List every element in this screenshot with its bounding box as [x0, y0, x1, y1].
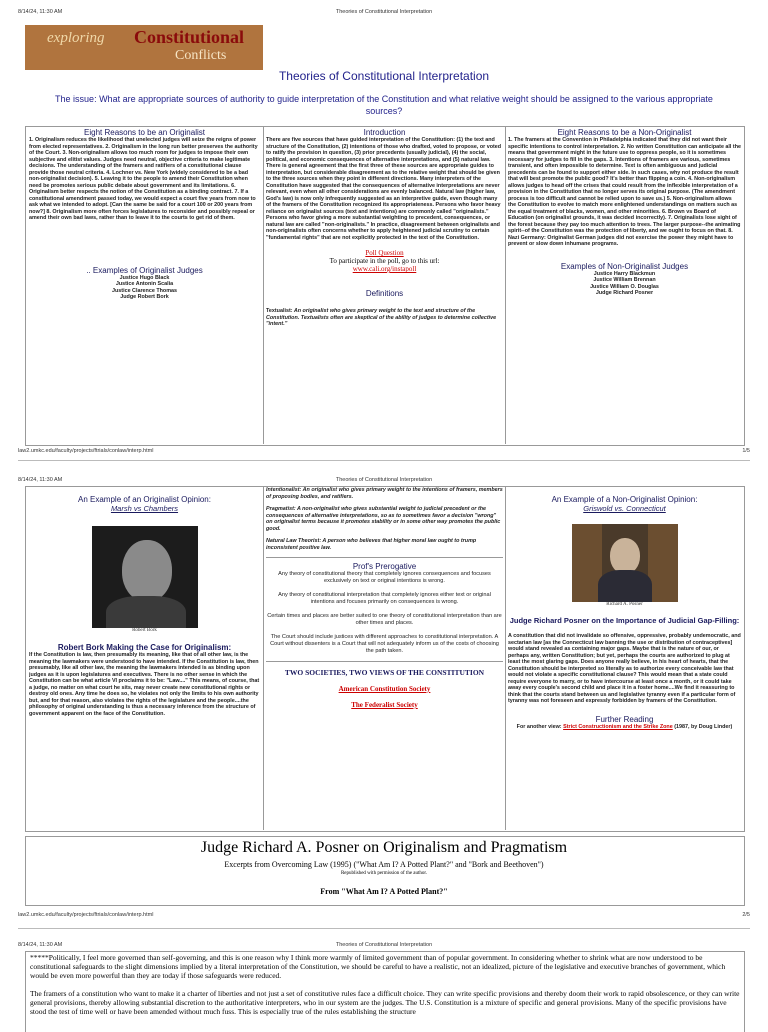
acs-link[interactable]: American Constitution Society — [338, 685, 431, 693]
bork-shoulders — [106, 596, 186, 628]
col-divider — [505, 126, 506, 444]
posner-photo — [572, 524, 678, 602]
logo-exploring: exploring — [47, 30, 105, 46]
page-break — [18, 928, 750, 929]
def-term: Textualist: — [266, 308, 293, 314]
non-originalist-judge: Judge Richard Posner — [595, 290, 654, 296]
page-title: Theories of Constitutional Interpretation — [278, 69, 490, 83]
non-originalist-column — [508, 128, 741, 444]
posner-excerpts-note: Excerpts from Overcoming Law (1995) ("What Am I? A Potted Plant?" and "Bork and Beethoven") — [224, 860, 544, 869]
originalist-judge: Justice Antonin Scalia — [115, 281, 174, 287]
posner-face — [610, 538, 640, 574]
posner-caption: Richard A. Posner — [606, 602, 643, 607]
non-originalist-judge: Justice William Brennan — [593, 277, 656, 283]
originalist-heading: Eight Reasons to be an Originalist — [84, 128, 205, 137]
definition-natural-law: Natural Law Theorist: A person who believes that higher moral law ought to trump inconsistent positive law. — [266, 538, 477, 551]
definition-intentionalist: Intentionalist: An originalist who gives primary weight to the intentions of framers, members of proposing bodies, and ratifiers. — [266, 487, 503, 500]
header-datetime: 8/14/24, 11:30 AM — [18, 942, 63, 948]
header-title: Theories of Constitutional Interpretation — [335, 9, 433, 15]
footer-url: law2.umkc.edu/faculty/projects/ftrials/conlaw/interp.html — [18, 448, 154, 454]
page1-header — [18, 9, 750, 17]
bork-quote: If the Constitution is law, then presumably its meaning, like that of all other law, is the meaning the lawmakers were understood to have intended. If the Constitution is law, then presumably, like all other law, the meaning the lawmakers intended is as binding upon judges as it is upon legislatures and executives. There is no other sense in which the Constitution can be what article VI proclaims it to be: "Law...." This means, of course, that a judge, no matter on what court he sits, may never create new constitutional rights or destroy old ones. Any time he does so, he violates not only the limits to his own authority but, and for that reason, also violates the rights of the legislature and the people....the philosophy of original understanding is thus a necessary inference from the structure of government apparent on the face of the Constitution. — [29, 652, 260, 717]
definition-textualist — [266, 308, 503, 328]
page2-footer — [18, 912, 750, 918]
non-originalist-judge: Justice Harry Blackmun — [593, 270, 656, 277]
prof-prerogative — [266, 571, 503, 655]
further-text: For another view: — [516, 723, 562, 730]
introduction-heading: Introduction — [363, 128, 406, 137]
non-originalist-opinion-heading: An Example of a Non-Originalist Opinion: — [551, 495, 698, 504]
page3-header — [18, 942, 750, 950]
prof-prerogative-heading: Prof's Prerogative — [352, 562, 417, 571]
two-societies-heading: TWO SOCIETIES, TWO VIEWS OF THE CONSTITUTION — [284, 668, 485, 677]
essay-paragraph: The framers of a constitution who want to make it a charter of liberties and not just a set of constitutive rules face a difficult choice. They can write specific provisions and thereby doom their work to rapid obsolescence, or they can write general provisions, thereby allowing substantial discretion to the authoritative interpreters, who in our system are the judges. The U.S. Constitution is a mixture of specific and general provisions. Many of the specific provisions have stood the test of time well or have been amended without much fuss. This is especially true of the rules establishing the structure — [30, 989, 740, 1016]
footer-url: law2.umkc.edu/faculty/projects/ftrials/conlaw/interp.html — [18, 912, 154, 918]
non-originalist-heading: Eight Reasons to be a Non-Originalist — [557, 128, 692, 137]
col-divider — [505, 486, 506, 830]
issue-statement: The issue: What are appropriate sources of authority to guide interpretation of the Constitution and what relative weight should be assigned to the various appropriate sources? — [55, 94, 713, 116]
page1-footer — [18, 448, 750, 454]
poll-url-link[interactable]: www.cali.org/instapoll — [352, 265, 417, 273]
prof-point: Certain times and places are better suited to one theory of constitutional interpretation than are other times and places. — [267, 613, 502, 626]
originalist-judges-heading: .. Examples of Originalist Judges — [86, 265, 203, 275]
poll-block — [266, 249, 503, 273]
posner-subheading: Judge Richard Posner on the Importance of Judicial Gap-Filling: — [509, 616, 740, 625]
header-datetime: 8/14/24, 11:30 AM — [18, 477, 63, 483]
griswold-link[interactable]: Griswold vs. Connecticut — [583, 504, 666, 513]
page-break — [18, 460, 750, 461]
further-reading-heading: Further Reading — [595, 714, 654, 724]
non-originalist-reasons: 1. The framers at the Convention in Philadelphia indicated that they did not want their specific intentions to control interpretation. 2. No written Constitution can anticipate all the means that government might in the future use to oppress people, so it is sometimes necessary for judges to fill in the gaps. 3. Intentions of framers are various, sometimes transient, and often impossible to determine. Text is often ambiguous and judicial precedents can be found to support either side. In such cases, why not produce the result that will best promote the public good? It's better than flipping a coin. 4. Non-originalism allows judges to head off the crises that could result from the inflexible interpretation of a provision in the Constitution that no longer serves its original purpose. (The amendment process is too difficult and cannot be relied upon to save us.) 5. Non-originalism allows the Constitution to evolve to match more enlightened understandings on matters such as the equal treatment of blacks, women, and other minorities. 6. Brown vs Board of Education (on originalist grounds, it was decided incorrectly). 7. Originalists lose sight of the forest because they pay too much attention to trees. The larger purpose--the animating spirit--of the Constitution was the protection of liberty, and we ought to focus on that. 8. Nazi Germany: Originalist German judges did not exercise the power they might have to prevent or slow down inhumane programs. — [508, 137, 741, 247]
originalist-opinion-heading: An Example of an Originalist Opinion: — [78, 495, 211, 504]
originalist-judge: Justice Clarence Thomas — [111, 287, 177, 294]
page2-header — [18, 477, 750, 485]
bookshelf — [648, 524, 678, 602]
col-divider — [263, 486, 264, 830]
posner-essay — [30, 953, 740, 1024]
prof-point: Any theory of constitutional theory that completely ignores consequences and focuses exclusively on text or original intentions is wrong. — [278, 571, 491, 584]
prof-point: Any theory of constitutional interpretation that completely ignores either text or original intentions and focuses primarily on consequences is wrong. — [278, 592, 491, 605]
bork-face — [122, 540, 172, 602]
non-originalist-judge: Justice William O. Douglas — [590, 283, 659, 290]
posner-section-title: Judge Richard A. Posner on Originalism and Pragmatism — [200, 839, 568, 856]
definitions-continued-column — [266, 487, 503, 829]
non-originalist-opinion-column — [508, 495, 741, 829]
logo-conflicts: Conflicts — [175, 48, 227, 63]
permission-note: Republished with permission of the author. — [340, 871, 428, 876]
header-title: Theories of Constitutional Interpretation — [335, 942, 433, 948]
bork-caption: Robert Bork — [132, 628, 157, 633]
introduction-column — [266, 128, 503, 444]
strike-zone-link[interactable]: Strict Constructionism and the Strike Zone — [563, 723, 673, 730]
introduction-text: There are five sources that have guided interpretation of the Constitution: (1) the text and structure of the Constitution, (2) intentions of those who drafted, voted to propose, or voted to ratify the provision in question, (3) prior precedents (usually judicial), (4) the social, political, and economic consequences of alternative interpretations, and (5) natural law. There is general agreement that the first three of these sources are appropriate guides to interpretation, but considerable disagreement as to the relative weight that should be given to the three sources when they point in different directions. Many interpreters of the Constitution have suggested that the consequences of alternative interpretations are never relevant, even when all other considerations are evenly balanced. Natural law (higher law, God's law) is now only infrequently suggested as an interpretive guide, even though many of the framers of the Constitution recognized its appropriateness. Persons who favor heavy reliance on originalist sources (text and intentions) are commonly called "originalists." Persons who favor giving a more substantial weighting to precedent, consequences, or natural law are called "non-originalists." In practice, disagreement between originalists and non-originalists often concerns whether to apply heightened judicial scrutiny to certain "fundamental rights" that are not explicitly protected in the text of the Constitution. — [266, 137, 502, 241]
non-originalist-judges-heading: Examples of Non-Originalist Judges — [560, 261, 689, 271]
poll-question-link[interactable]: Poll Question — [365, 249, 404, 257]
def-text: An originalist who gives primary weight to the text and structure of the Constitution. Textualists often are skeptical of the ability of judges to determine collective "intent." — [266, 308, 497, 327]
col-divider — [263, 126, 264, 444]
federalist-society-link[interactable]: The Federalist Society — [351, 701, 418, 709]
essay-paragraph: *****Politically, I feel more governed than self-governing, and this is one reason why I think more warmly of limited government than of popular government. In considering whether to shrink what are now understood to be constitutional safeguards to the slight dimensions implied by a literal interpretation of the Constitution, we should be careful to have a realistic, not an idealized, picture of the legislative and executive branches of government, which would be even more powerful than they are today if those safeguards were reduced. — [30, 953, 726, 980]
originalist-opinion-column — [29, 495, 260, 829]
bork-subheading: Robert Bork Making the Case for Originalism: — [57, 643, 232, 652]
originalist-reasons: 1. Originalism reduces the likelihood that unelected judges will seize the reigns of power from elected representatives. 2. Originalism in the long run better preserves the authority of the Court. 3. Non-originalism allows too much room for judges to impose their own subjective and elitist values. Judges need neutral, objective criteria to make legitimate decisions. The understanding of the framers and ratifiers of a constitutional clause provide those neutral criteria. 4. Lochner vs. New York (widely considered to be a bad non-originalist decision). 5. Leaving it to the people to amend their Constitution when need be promotes serious public debate about government and its limitations. 6. Originalism better respects the notion of the Constitution as a binding contract. 7. If a constitutional amendment passed today, we would expect a court five years from now to ask what we intended to adopt. [Can the same be said for a court 100 or 200 years from now?] 8. Originalism more often forces legislatures to reconsider and possibly repeal or amend their own bad laws, rather than to leave it to the courts to get rid of them. — [29, 137, 258, 221]
originalist-judge: Judge Robert Bork — [120, 294, 169, 300]
site-logo[interactable] — [25, 25, 263, 70]
footer-page: 1/5 — [742, 448, 750, 454]
posner-quote: A constitution that did not invalidate so offensive, oppressive, probably undemocratic, and sectarian law [as the Connecticut law banning the use or distribution of contraceptives] would stand revealed as containing major gaps. Maybe that is the nature of our, or perhaps any, written Constitution; but yet, perhaps the courts are authorized to plug at least the most glaring gaps. Does anyone really believe, in his heart of hearts, that the Constitution should be interpreted so literally as to authorize every conceivable law that would not violate a specific constitutional clause? This would mean that a state could require everyone to marry, or to have intercourse at least once a month, or it could take away every couple's second child and place it in a foster home....We find it reassuring to think that the courts stand between us and legislative tyranny even if a particular form of tyranny was not foreseen and expressly forbidden by framers of the Constitution. — [508, 633, 741, 704]
definitions-heading: Definitions — [365, 289, 404, 298]
definition-pragmatist: Pragmatist: A non-originalist who gives substantial weight to judicial precedent or the consequences of alternative interpretations, so as to sometimes favor a decision "wrong" on originalist terms because it promotes stability or in some other way promotes the public good. — [266, 506, 501, 532]
originalist-judge: Justice Hugo Black — [119, 274, 170, 281]
marsh-chambers-link[interactable]: Marsh vs Chambers — [110, 504, 179, 513]
header-title: Theories of Constitutional Interpretation — [335, 477, 433, 483]
further-reading — [508, 724, 741, 731]
posner-suit — [598, 570, 652, 602]
prof-point: The Court should include justices with different approaches to constitutional interpretation. A Court without dissenters is a Court that will not adequately inform us of the costs of choosing the path taken. — [270, 634, 499, 654]
header-datetime: 8/14/24, 11:30 AM — [18, 9, 63, 15]
footer-page: 2/5 — [742, 912, 750, 918]
further-tail: (1987, by Doug Linder) — [674, 723, 733, 730]
logo-constitutional: Constitutional — [134, 27, 245, 47]
poll-instructions: To participate in the poll, go to this url: — [329, 257, 440, 265]
bork-photo — [92, 526, 198, 628]
originalist-column — [29, 128, 260, 444]
potted-plant-heading: From "What Am I? A Potted Plant?" — [320, 887, 448, 896]
